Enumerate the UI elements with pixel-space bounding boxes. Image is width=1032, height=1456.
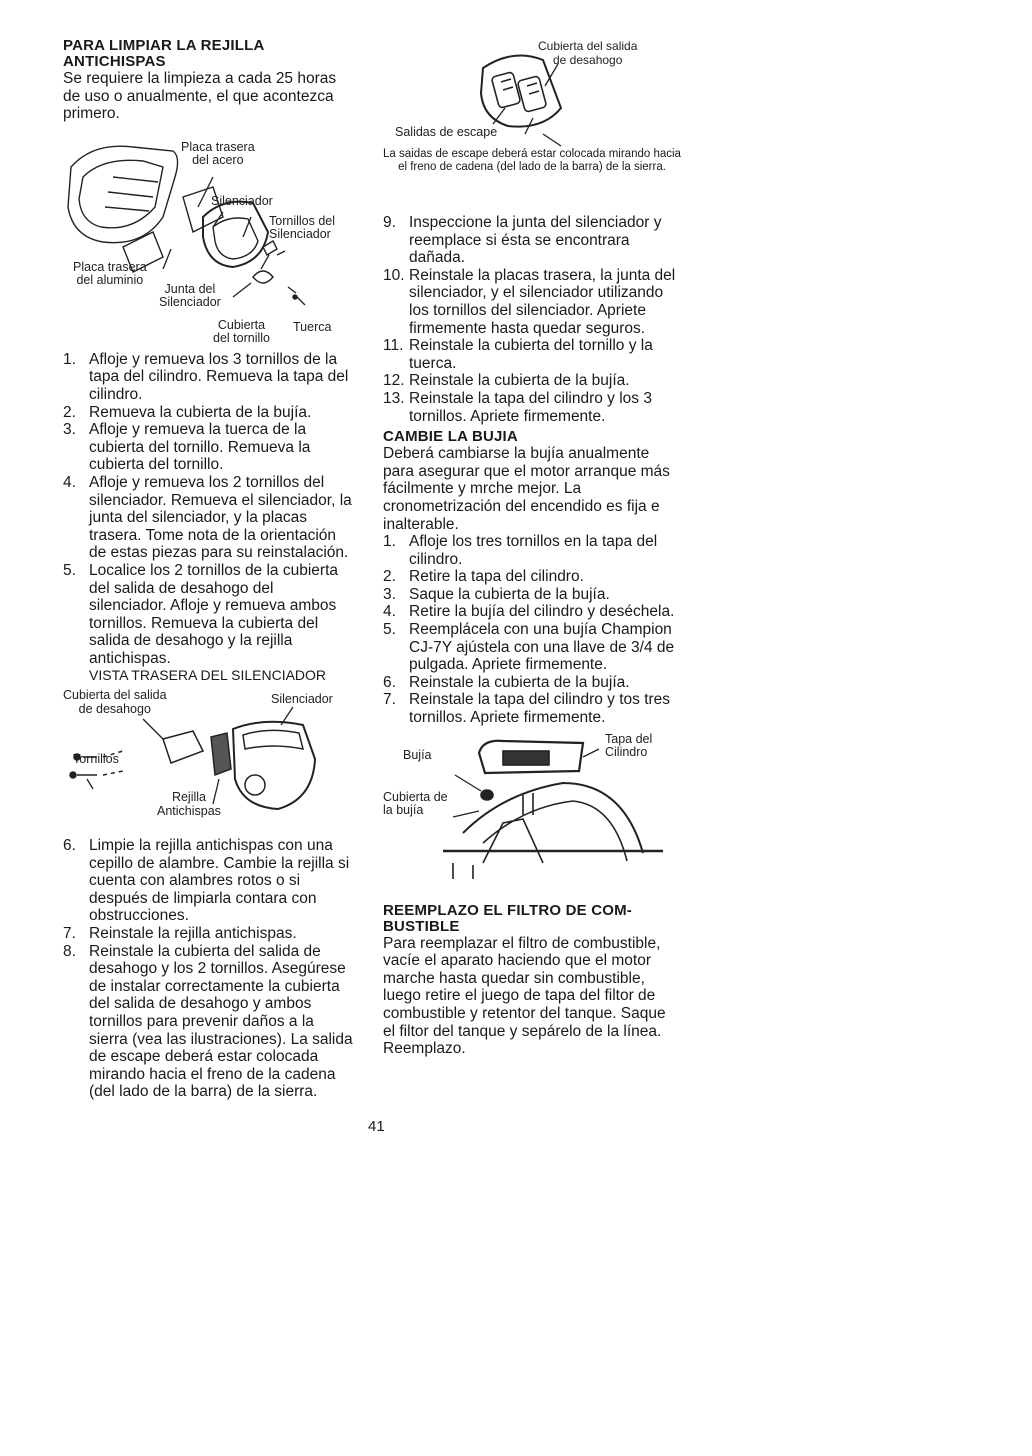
label-tuerca: Tuerca (293, 319, 332, 334)
label-cubierta-salida: Cubierta del salida de desahogo (63, 688, 167, 716)
section-title-bujia: CAMBIE LA BUJIA (383, 428, 518, 446)
left-column (63, 38, 355, 1101)
steps-list-bujia (383, 533, 681, 727)
label-cubierta-bujia: Cubierta de la bujía (383, 789, 448, 818)
list-item: 4. Afloje y remueva los 2 tornillos del silenciador. Remueva el silenciador, la junta del silenciador, y la placas trasera. Tome nota de la orientación de estas piezas para su reinstalación. (63, 473, 352, 562)
steps-list-c (383, 214, 681, 425)
vista-trasera-title: VISTA TRASERA DEL SILENCIADOR (89, 667, 327, 684)
label-placa-aluminio: Placa trasera del aluminio (73, 259, 147, 288)
label-silenciador-rear: Silenciador (271, 692, 333, 707)
list-item: 4. Retire la bujía del cilindro y deséchela. (383, 603, 675, 621)
list-item: 5. Reemplácela con una bujía Champion CJ-7Y ajústela con una llave de 3/4 de pulgada. Apriete firmemente. (383, 621, 675, 674)
list-item: 2. Remueva la cubierta de la bujía. (63, 403, 312, 421)
label-placa-acero: Placa trasera del acero (181, 139, 255, 168)
spark-plug-figure (383, 733, 681, 881)
page-number: 41 (368, 1118, 385, 1135)
steps-list-a (63, 351, 355, 668)
label-tornillos-silenciador: Tornillos del Silenciador (269, 213, 336, 242)
list-item: 2. Retire la tapa del cilindro. (383, 568, 584, 586)
list-item: 1. Afloje los tres tornillos en la tapa del cilindro. (383, 533, 658, 568)
list-item: 3. Saque la cubierta de la bujía. (383, 585, 610, 603)
label-silenciador: Silenciador (211, 193, 273, 208)
list-item: 7. Reinstale la tapa del cilindro y tos tres tornillos. Apriete firmemente. (383, 691, 671, 727)
label-tapa-cilindro: Tapa del Cilindro (605, 731, 653, 760)
list-item: 3. Afloje y remueva la tuerca de la cubierta del tornillo. Remueva la cubierta del tornillo. (63, 421, 311, 474)
label-bujia: Bujía (403, 747, 432, 762)
list-item: 6. Limpie la rejilla antichispas con una cepillo de alambre. Cambie la rejilla si cuenta con alambres rotos o si después de limpiarla contara con obstrucciones. (63, 837, 350, 925)
text-filtro: Para reemplazar el filtro de combustible, vacíe el aparato haciendo que el motor marche hasta quedar sin combustible, luego retire el juego de tapa del filtor de combustible y retentor del tanque. Saque el filtor del tanque y sepárelo de la línea. Reemplazo. (383, 934, 666, 1058)
section-title-rejilla: PARA LIMPIAR LA REJILLA ANTICHISPAS (63, 37, 265, 70)
list-item: 12. Reinstale la cubierta de la bujía. (383, 372, 630, 390)
list-item: 7. Reinstale la rejilla antichispas. (63, 925, 297, 943)
list-item: 6. Reinstale la cubierta de la bujía. (383, 673, 630, 691)
intro-rejilla: Se requiere la limpieza a cada 25 horas de uso o anualmente, el que acontezca primero. (63, 70, 337, 123)
steps-list-b (63, 837, 355, 1101)
right-column (383, 214, 681, 1058)
label-rejilla-antichispas: Rejilla Antichispas (157, 790, 221, 818)
list-item: 1. Afloje y remueva los 3 tornillos de la tapa del cilindro. Remueva la tapa del cilindro. (63, 350, 349, 403)
section-title-filtro: REEMPLAZO EL FILTRO DE COM- BUSTIBLE (383, 901, 633, 935)
muffler-rear-figure (63, 689, 355, 829)
list-item: 9. Inspeccione la junta del silenciador y reemplace si ésta se encontrara dañada. (383, 214, 662, 267)
list-item: 11. Reinstale la cubierta del tornillo y la tuerca. (383, 337, 653, 372)
figure-caption-salidas: La saidas de escape deberá estar colocada mirando hacia el freno de cadena (del lado de la barra) de la sierra. (383, 148, 681, 173)
muffler-exploded-figure (63, 137, 355, 346)
label-salidas-escape: Salidas de escape (395, 125, 498, 139)
label-cubierta-tornillo: Cubierta del tornillo (213, 317, 270, 346)
list-item: 5. Localice los 2 tornillos de la cubierta del salida de desahogo del silenciador. Afloje y remueva ambos tornillos. Remueva la cubierta del salida de desahogo y la rejilla antichispas. (63, 561, 338, 667)
intro-bujia: Deberá cambiarse la bujía anualmente para asegurar que el motor arranque más fácilmente y mrche mejor. La cronometrización del encendido es fija e inalterable. (383, 445, 670, 533)
exhaust-outlet-figure (383, 38, 681, 198)
list-item: 8. Reinstale la cubierta del salida de desahogo y los 2 tornillos. Asegúrese de instalar correctamente la cubierta del salida de desahogo y ambos tornillos para prevenir daños a la sierra (vea las ilustraciones). La salida de escape deberá estar colocada mirando hacia el freno de la cadena (del lado de la barra) de la sierra. (63, 942, 353, 1101)
label-cubierta-salida-top: Cubierta del salida de desahogo (538, 39, 638, 67)
list-item: 13. Reinstale la tapa del cilindro y los 3 tornillos. Apriete firmemente. (383, 389, 652, 425)
label-tornillos: Tornillos (73, 752, 119, 767)
list-item: 10. Reinstale la placas trasera, la junta del silenciador, y el silenciador utilizando los tornillos del silenciador. Apriete firmemente hasta quedar seguros. (383, 266, 676, 337)
label-junta-silenciador: Junta del Silenciador (159, 281, 221, 310)
